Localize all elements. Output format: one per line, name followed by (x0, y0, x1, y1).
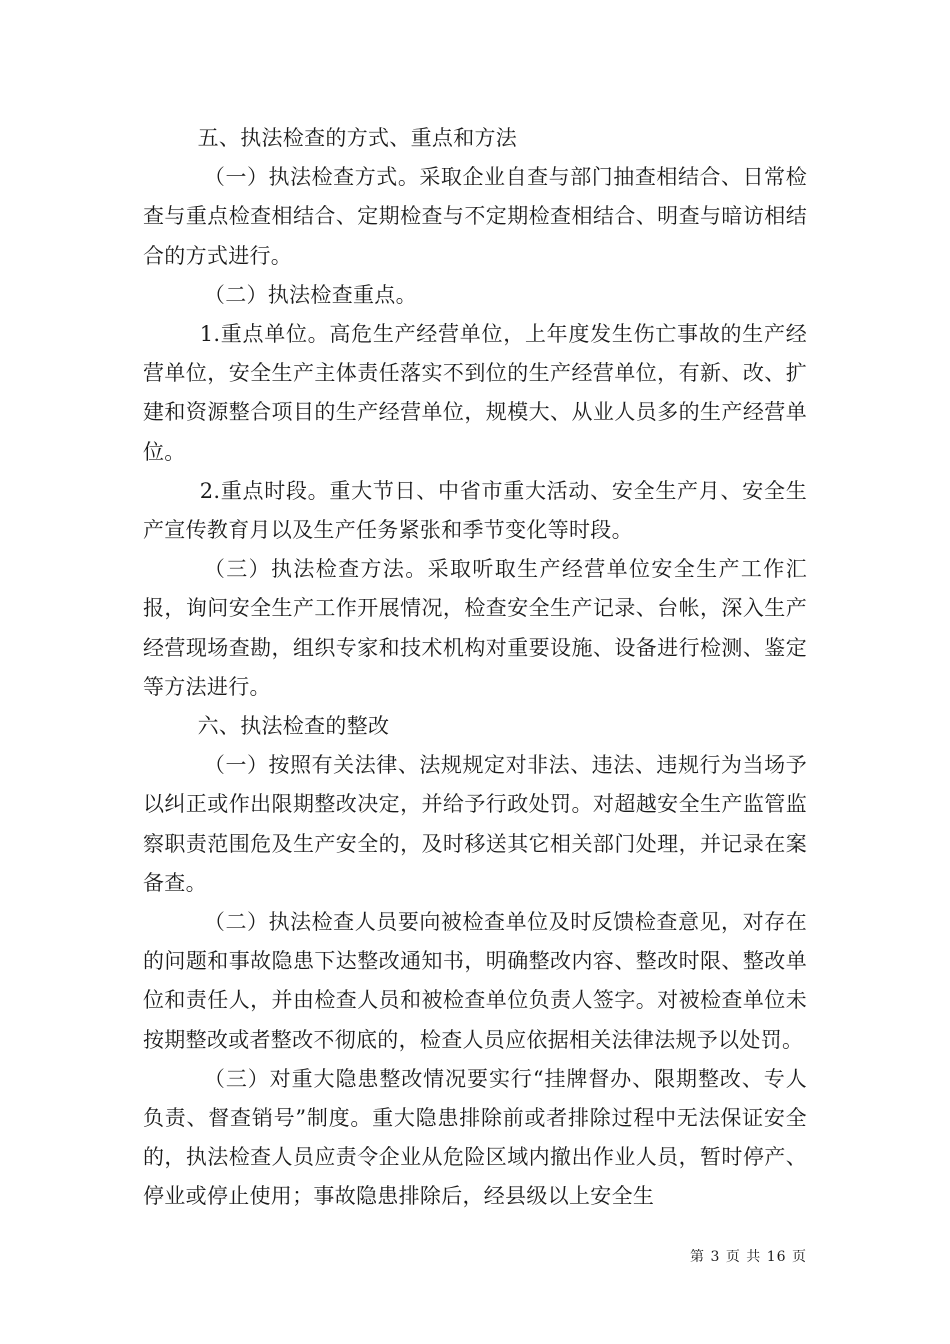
document-body (143, 119, 807, 1217)
paragraph-rectification-one: （一）按照有关法律、法规规定对非法、违法、违规行为当场予以纠正或作出限期整改决定，并给予行政处罚。对超越安全生产监管监察职责范围危及生产安全的，及时移送其它相关部门处理，并记录在案备查。 (143, 753, 807, 895)
paragraph-focus-periods: 2.重点时段。重大节日、中省市重大活动、安全生产月、安全生产宣传教育月以及生产任务紧张和季节变化等时段。 (143, 478, 807, 543)
paragraph-inspection-method: （一）执法检查方式。采取企业自查与部门抽查相结合、日常检查与重点检查相结合、定期检查与不定期检查相结合、明查与暗访相结合的方式进行。 (143, 165, 807, 268)
paragraph-focus-units: 1.重点单位。高危生产经营单位，上年度发生伤亡事故的生产经营单位，安全生产主体责任落实不到位的生产经营单位，有新、改、扩建和资源整合项目的生产经营单位，规模大、从业人员多的生产经营单位。 (143, 322, 807, 464)
paragraph-rectification-two: （二）执法检查人员要向被检查单位及时反馈检查意见，对存在的问题和事故隐患下达整改通知书，明确整改内容、整改时限、整改单位和责任人，并由检查人员和被检查单位负责人签字。对被检查单位未按期整改或者整改不彻底的，检查人员应依据相关法律法规予以处罚。 (143, 910, 807, 1052)
paragraph-inspection-approach: （三）执法检查方法。采取听取生产经营单位安全生产工作汇报，询问安全生产工作开展情况，检查安全生产记录、台帐，深入生产经营现场查勘，组织专家和技术机构对重要设施、设备进行检测、鉴定等方法进行。 (143, 557, 807, 699)
paragraph-inspection-focus: （二）执法检查重点。 (203, 282, 417, 307)
page-number: 第 3 页 共 16 页 (690, 1249, 807, 1265)
paragraph-rectification-three: （三）对重大隐患整改情况要实行“挂牌督办、限期整改、专人负责、督查销号”制度。重大隐患排除前或者排除过程中无法保证安全的，执法检查人员应责令企业从危险区域内撤出作业人员，暂时停产、停业或停止使用；事故隐患排除后，经县级以上安全生 (143, 1066, 807, 1209)
section-heading-six: 六、执法检查的整改 (197, 714, 390, 739)
section-heading-five: 五、执法检查的方式、重点和方法 (197, 126, 518, 150)
